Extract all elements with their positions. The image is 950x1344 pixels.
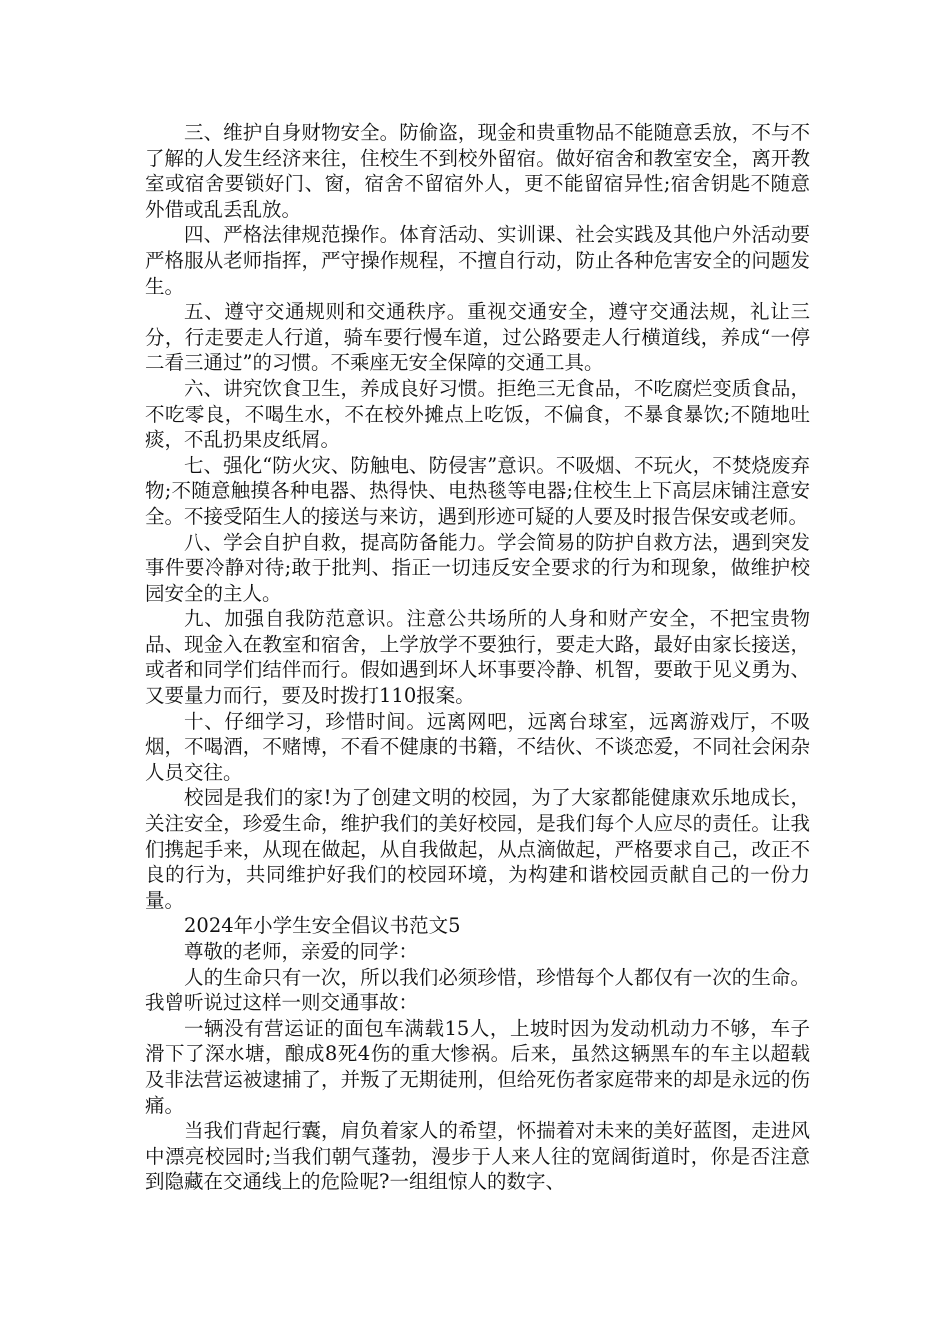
paragraph-item-9: 九、加强自我防范意识。注意公共场所的人身和财产安全，不把宝贵物品、现金入在教室和宿舍，上学放学不要独行，要走大路，最好由家长接送，或者和同学们结伴而行。假如遇到坏人坏事要冷静、机智，要敢于见义勇为、又要量力而行，要及时拨打110报案。 [145,607,810,708]
accident-paragraph: 一辆没有营运证的面包车满载15人，上坡时因为发动机动力不够，车子滑下了深水塘，酿成8死4伤的重大惨祸。后来，虽然这辆黑车的车主以超载及非法营运被逮捕了，并叛了无期徒刑，但给死伤者家庭带来的却是永远的伤痛。 [145,1016,810,1117]
paragraph-item-7: 七、强化“防火灾、防触电、防侵害”意识。不吸烟、不玩火，不焚烧废弃物;不随意触摸各种电器、热得快、电热毯等电器;住校生上下高层床铺注意安全。不接受陌生人的接送与来访，遇到形迹可疑的人要及时报告保安或老师。 [145,453,810,528]
intro-paragraph: 人的生命只有一次，所以我们必须珍惜，珍惜每个人都仅有一次的生命。我曾听说过这样一则交通事故： [145,965,810,1015]
paragraph-item-8: 八、学会自护自救，提高防备能力。学会简易的防护自救方法，遇到突发事件要冷静对待;敢于批判、指正一切违反安全要求的行为和现象，做维护校园安全的主人。 [145,530,810,605]
section-title: 2024年小学生安全倡议书范文5 [184,914,461,938]
paragraph-item-10: 十、仔细学习，珍惜时间。远离网吧，远离台球室，远离游戏厅，不吸烟，不喝酒，不赌博，不看不健康的书籍，不结伙、不谈恋爱，不同社会闲杂人员交往。 [145,709,810,784]
reflection-paragraph: 当我们背起行囊，肩负着家人的希望，怀揣着对未来的美好蓝图，走进风中漂亮校园时;当我们朝气蓬勃，漫步于人来人往的宽阔街道时，你是否注意到隐藏在交通线上的危险呢?一组组惊人的数字、 [145,1119,810,1194]
paragraph-item-4: 四、严格法律规范操作。体育活动、实训课、社会实践及其他户外活动要严格服从老师指挥，严守操作规程，不擅自行动，防止各种危害安全的问题发生。 [145,223,810,298]
salutation: 尊敬的老师，亲爱的同学： [184,940,419,963]
closing-paragraph: 校园是我们的家!为了创建文明的校园，为了大家都能健康欢乐地成长，关注安全，珍爱生命，维护我们的美好校园，是我们每个人应尽的责任。让我们携起手来，从现在做起，从自我做起，从点滴做起，严格要求自己，改正不良的行为，共同维护好我们的校园环境，为构建和谐校园贡献自己的一份力量。 [145,786,810,912]
paragraph-item-5: 五、遵守交通规则和交通秩序。重视交通安全，遵守交通法规，礼让三分，行走要走人行道，骑车要行慢车道，过公路要走人行横道线，养成“一停二看三通过”的习惯。不乘座无安全保障的交通工具。 [145,300,810,375]
document-body [145,120,810,1195]
paragraph-item-6: 六、讲究饮食卫生，养成良好习惯。拒绝三无食品，不吃腐烂变质食品，不吃零良，不喝生水，不在校外摊点上吃饭，不偏食，不暴食暴饮;不随地吐痰，不乱扔果皮纸屑。 [145,376,810,452]
paragraph-item-3: 三、维护自身财物安全。防偷盗，现金和贵重物品不能随意丢放，不与不了解的人发生经济来往，住校生不到校外留宿。做好宿舍和教室安全，离开教室或宿舍要锁好门、窗，宿舍不留宿外人，更不能留宿异性;宿舍钥匙不随意外借或乱丢乱放。 [145,121,810,221]
